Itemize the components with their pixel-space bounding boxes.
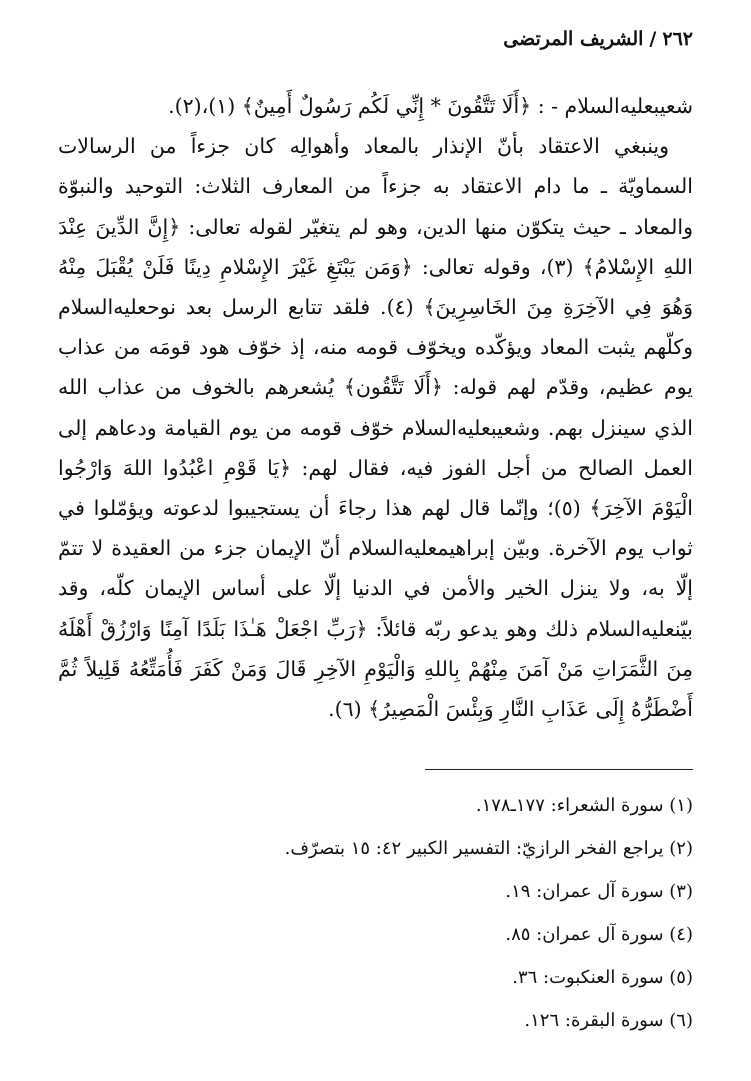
running-header: [58, 28, 693, 68]
footnote-3: (٣) سورة آل عمران: ١٩.: [505, 881, 693, 903]
footnote-2: (٢) يراجع الفخر الرازيّ: التفسير الكبير ٤٢: ١٥ بتصرّف.: [284, 838, 693, 860]
footnote-6: (٦) سورة البقرة: ١٢٦.: [524, 1010, 693, 1032]
header-separator: /: [649, 28, 657, 50]
footnotes: [58, 784, 693, 1042]
footnote-4: (٤) سورة آل عمران: ٨٥.: [505, 924, 693, 946]
running-title: الشريف المرتضى: [503, 28, 644, 50]
footnote-5: (٥) سورة العنكبوت: ٣٦.: [512, 967, 693, 989]
main-text: [58, 86, 693, 729]
paragraph-1: شعيبعليه‌السلام - : ﴿أَلَا تَتَّقُونَ * إِنِّي لَكُم رَسُولٌ أَمِينٌ﴾ (١)،(٢).: [168, 94, 693, 118]
footnote-1: (١) سورة الشعراء: ١٧٧ـ١٧٨.: [475, 795, 693, 817]
page: [58, 28, 693, 1042]
paragraph-2: وينبغي الاعتقاد بأنّ الإنذار بالمعاد وأهوالِه كان جزءاً من الرسالات السماويّة ـ ما دام الاعتقاد به جزءاً من المعارف الثلاث: التوحيد والنبوّة والمعاد ـ حيث يتكوّن منها الدين، وهو لم يتغيّر لقوله تعالى: ﴿إِنَّ الدِّينَ عِنْدَ اللهِ الإِسْلامُ﴾ (٣)، وقوله تعالى: ﴿وَمَن يَبْتَغِ غَيْرَ الإِسْلامِ دِينًا فَلَنْ يُقْبَلَ مِنْهُ وَهُوَ فِي الآخِرَةِ مِنَ الخَاسِرِينَ﴾ (٤). فلقد تتابع الرسل بعد نوحعليه‌السلام وكلّهم يثبت المعاد ويؤكّده ويخوّف قومه منه، إذ خوّف هود قومَه من عذاب يوم عظيم، وقدّم لهم قوله: ﴿أَلَا تَتَّقُون﴾ يُشعرهم بالخوف من عذاب الله الذي سينزل بهم. وشعيبعليه‌السلام خوّف قومه من يوم القيامة ودعاهم إلى العمل الصالح من أجل الفوز فيه، فقال لهم: ﴿يَا قَوْمِ اعْبُدُوا اللهَ وَارْجُوا الْيَوْمَ الآخِرَ﴾ (٥)؛ وإنّما قال لهم هذا رجاءَ أن يستجيبوا لدعوته ويؤمّلوا في ثواب يوم الآخرة. وبيّن إبراهيمعليه‌السلام أنّ الإيمان جزء من العقيدة لا تتمّ إلّا به، ولا ينزل الخير والأمن في الدنيا إلّا على أساس الإيمان كلّه، وقد بيّنعليه‌السلام ذلك وهو يدعو ربّه قائلاً: ﴿رَبِّ اجْعَلْ هَـٰذَا بَلَدًا آمِنًا وَارْزُقْ أَهْلَهُ مِنَ الثَّمَرَاتِ مَنْ آمَنَ مِنْهُمْ بِاللهِ وَالْيَوْمِ الآخِرِ قَالَ وَمَنْ كَفَرَ فَأُمَتِّعُهُ قَلِيلاً ثُمَّ أَضْطَرُّهُ إِلَى عَذَابِ النَّارِ وَبِئْسَ الْمَصِيرُ﴾ (٦).: [58, 134, 694, 722]
footnote-separator: [425, 769, 693, 770]
page-number: ٢٦٢: [662, 28, 693, 50]
